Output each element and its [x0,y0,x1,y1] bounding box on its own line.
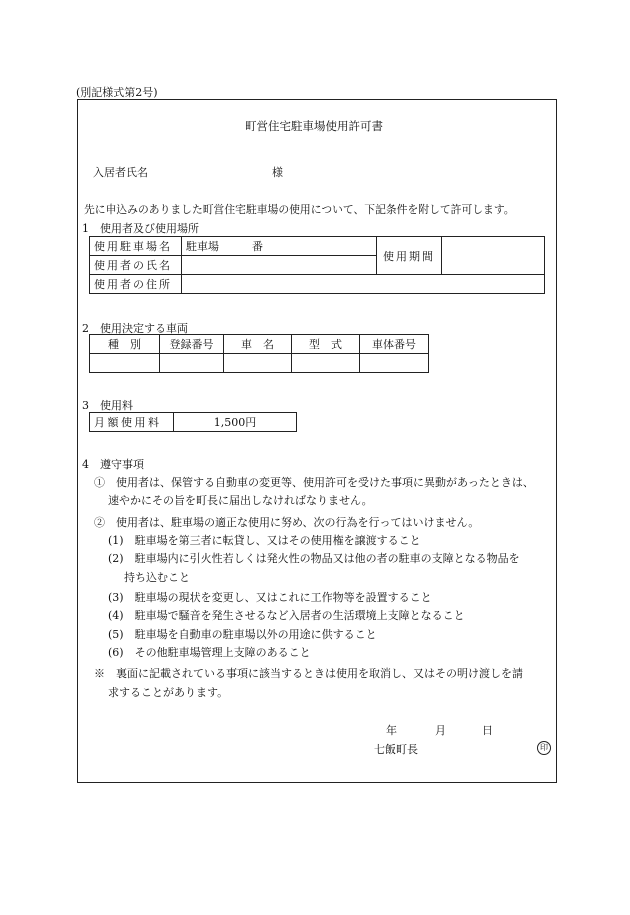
prohibited-item-5: (5) 駐車場を自動車の駐車場以外の用途に供すること [108,628,377,641]
date-year-label: 年 [386,724,397,737]
user-address-value [182,275,545,294]
vehicle-header-name: 車 名 [224,335,292,354]
date-month-label: 月 [435,724,446,737]
period-value [442,237,545,275]
section-3-heading: 3 使用料 [82,399,133,412]
user-address-label: 使用者の住所 [90,275,182,294]
prohibited-item-1: (1) 駐車場を第三者に転貸し、又はその使用権を譲渡すること [108,534,421,547]
user-name-label: 使用者の氏名 [90,256,182,275]
prohibited-item-3: (3) 駐車場の現状を変更し、又はこれに工作物等を設置すること [108,591,432,604]
vehicle-header-model: 型 式 [292,335,360,354]
prohibited-item-2-line-1: (2) 駐車場内に引火性若しくは発火性の物品又は他の者の駐車の支障となる物品を [108,552,520,565]
note-line-1: ※ 裏面に記載されている事項に該当するときは使用を取消し、又はその明け渡しを請 [94,667,523,680]
fee-table [89,412,297,432]
section-4-heading: 4 遵守事項 [82,458,144,471]
signer-title: 七飯町長 [374,743,418,756]
form-id: (別記様式第2号) [76,86,158,99]
prohibited-item-6: (6) その他駐車場管理上支障のあること [108,646,311,659]
period-label: 使用期間 [377,237,442,275]
rule-2: ② 使用者は、駐車場の適正な使用に努め、次の行為を行ってはいけません。 [94,516,480,529]
vehicle-table [89,334,429,373]
note-line-2: 求することがあります。 [108,686,229,699]
seal-mark: 印 [537,741,551,755]
user-name-value [182,256,377,275]
resident-honorific: 様 [272,166,283,179]
section-2-heading: 2 使用決定する車両 [82,322,188,335]
date-day-label: 日 [482,724,493,737]
vehicle-name-value [224,354,292,373]
vehicle-header-type: 種 別 [90,335,160,354]
parking-name-value: 駐車場 番 [182,237,377,256]
vehicle-header-registration: 登録番号 [160,335,224,354]
rule-1-line-2: 速やかにその旨を町長に届出しなければなりません。 [108,494,373,507]
section-1-heading: 1 使用者及び使用場所 [82,222,199,235]
vehicle-header-body-number: 車体番号 [360,335,429,354]
parking-name-label: 使用駐車場名 [90,237,182,256]
prohibited-item-2-line-2: 持ち込むこと [124,571,190,584]
vehicle-model-value [292,354,360,373]
vehicle-registration-value [160,354,224,373]
resident-name-label: 入居者氏名 [93,166,148,179]
usage-table [89,236,545,294]
vehicle-body-number-value [360,354,429,373]
fee-label: 月額使用料 [90,413,174,432]
fee-value: 1,500円 [174,413,297,432]
intro-text: 先に申込みのありました町営住宅駐車場の使用について、下記条件を附して許可します。 [84,203,515,216]
document-title: 町営住宅駐車場使用許可書 [245,119,383,133]
vehicle-type-value [90,354,160,373]
prohibited-item-4: (4) 駐車場で騒音を発生させるなど入居者の生活環境上支障となること [108,609,465,622]
rule-1-line-1: ① 使用者は、保管する自動車の変更等、使用許可を受けた事項に異動があったときは、 [94,476,534,489]
